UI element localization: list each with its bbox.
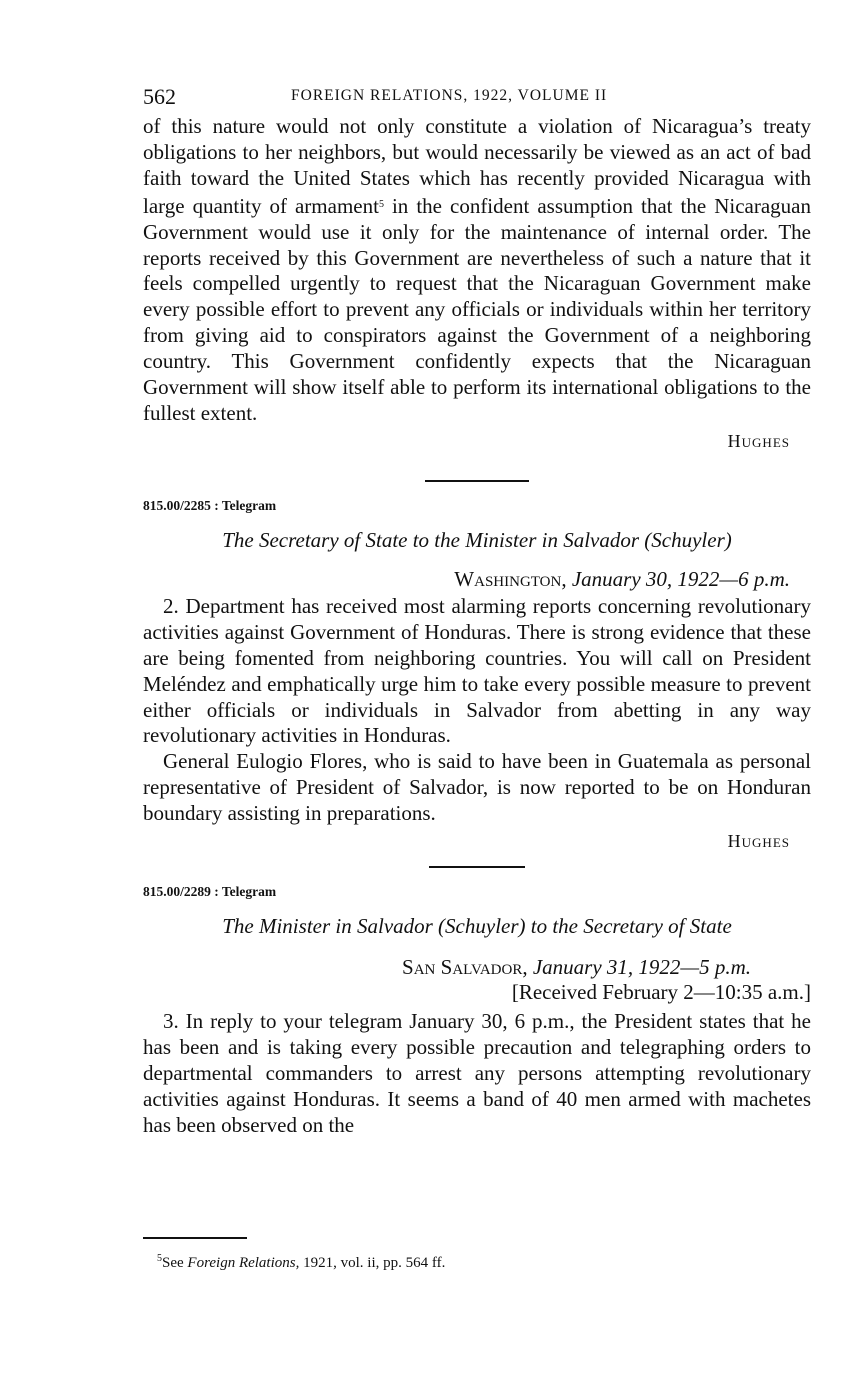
footnote-number: 5: [157, 1253, 162, 1264]
page-number: 562: [143, 84, 176, 109]
footnote-prefix: See: [162, 1255, 188, 1271]
signature-hughes-1: Hughes: [727, 430, 790, 451]
dateline-date: January 30, 1922—6 p.m.: [571, 566, 790, 591]
telegram-paragraph: General Eulogio Flores, who is said to have been in Guatemala as personal representative of President of Salvador, is now reported to be on Honduran boundary assisting in preparations.: [143, 749, 811, 826]
received-note: [Received February 2—10:35 a.m.]: [511, 980, 811, 1005]
continued-paragraph: [143, 114, 811, 427]
document-title: [143, 528, 811, 553]
dateline-place: Washington,: [454, 566, 567, 591]
page-header: [143, 84, 811, 114]
dateline: [143, 955, 751, 980]
document-page: [143, 84, 811, 1139]
paragraph-text-cont: in the confident assumption that the Nicaraguan Government would use it only for the maintenance of internal order. The reports received by this Government are nevertheless of such a nature that it feels compelled urgently to request that the Nicaraguan Government make every possible effort to prevent any officials or individuals within her territory from giving aid to conspirators against the Government of a neighboring country. This Government confidently expects that the Nicaraguan Government will show itself able to perform its international obligations to the fullest extent.: [143, 193, 811, 425]
footnote-mark: 5: [378, 198, 384, 210]
file-reference: 815.00/2289 : Telegram: [143, 884, 277, 900]
section-divider: [425, 480, 529, 482]
file-reference: 815.00/2285 : Telegram: [143, 497, 277, 513]
footnote-rest: 1921, vol. ii, pp. 564 ff.: [299, 1255, 446, 1271]
title-paren: (Schuyler): [644, 527, 732, 552]
footnote-title: Foreign Relations,: [187, 1255, 300, 1271]
footnote-rule: [143, 1237, 247, 1239]
running-head: FOREIGN RELATIONS, 1922, VOLUME II: [291, 87, 608, 104]
dateline-date: January 31, 1922—5 p.m.: [532, 955, 751, 980]
document-title: The Minister in Salvador (Schuyler) to the Secretary of State: [222, 914, 732, 939]
paragraph-text: of this nature would not only constitute a violation of Nicaragua’s treaty obligations to her neighbors, but would necessarily be viewed as an act of bad faith toward the United States which has recently provided Nicaragua with large quantity of armament: [143, 114, 811, 218]
telegram-paragraph: 3. In reply to your telegram January 30, 6 p.m., the President states that he has been and is taking every possible precaution and telegraphing orders to departmental commanders to arrest any persons attempting revolutionary activities against Honduras. It seems a band of 40 men armed with machetes has been observed on the: [143, 1009, 811, 1137]
footnote: [157, 1253, 445, 1272]
dateline: [143, 567, 790, 592]
telegram-paragraph: 2. Department has received most alarming reports concerning revolutionary activities against Government of Honduras. There is strong evidence that these are being fomented from neighboring countries. You will call on President Meléndez and emphatically urge him to take every possible measure to prevent either officials or individuals in Salvador from abetting in any way revolutionary activities in Honduras.: [143, 593, 811, 748]
dateline-place: San Salvador,: [402, 955, 528, 980]
title-text: The Secretary of State to the Minister in Salvador: [222, 527, 640, 552]
signature-hughes-2: Hughes: [727, 831, 790, 852]
section-divider: [429, 866, 525, 868]
